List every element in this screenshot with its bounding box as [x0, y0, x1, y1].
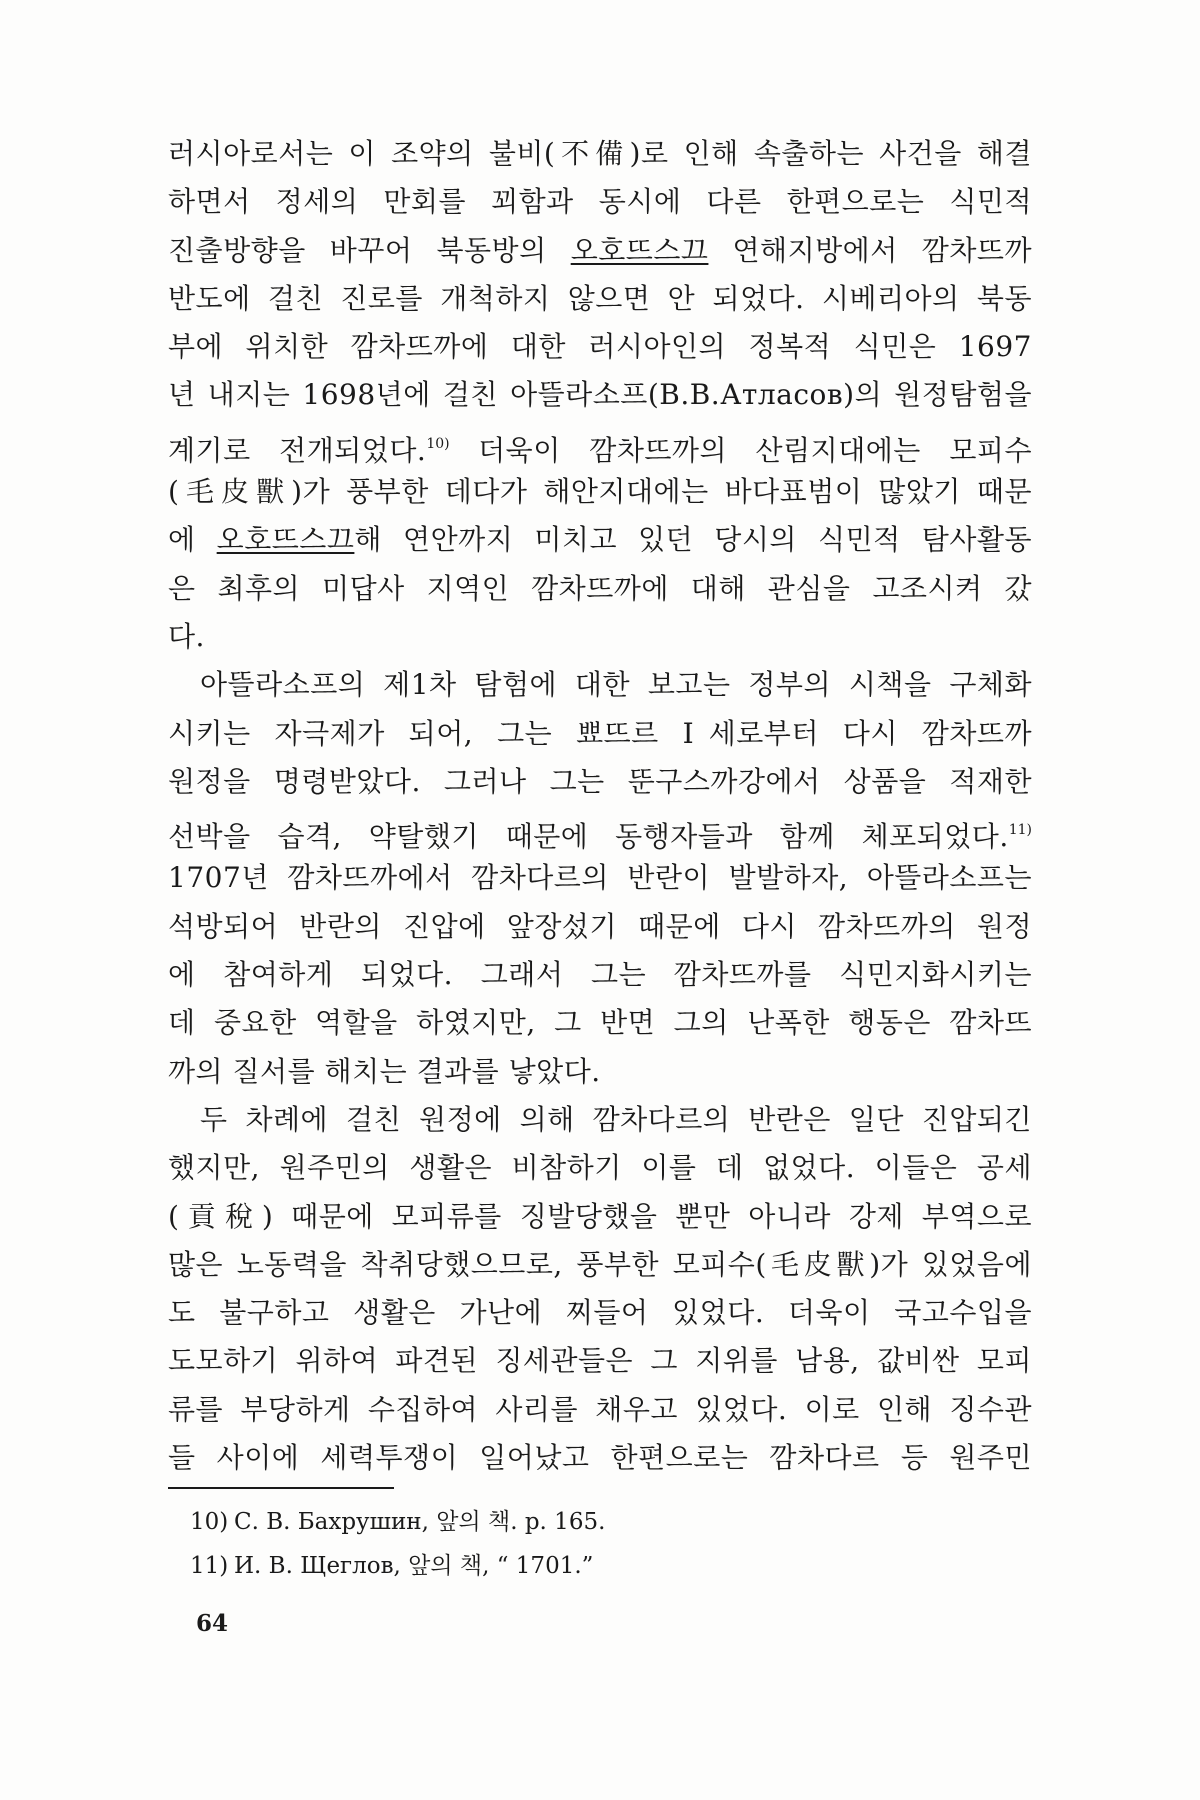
text-line: 하면서 정세의 만회를 꾀함과 동시에 다른 한편으로는 식민적: [168, 185, 1032, 219]
text-line: 까의 질서를 해치는 결과를 낳았다.: [168, 1054, 601, 1088]
text-line: 들 사이에 세력투쟁이 일어났고 한편으로는 깜차다르 등 원주민: [168, 1441, 1032, 1475]
text-line: 두 차례에 걸친 원정에 의해 깜차다르의 반란은 일단 진압되긴: [200, 1102, 1032, 1136]
footnote-number: 10): [190, 1509, 229, 1535]
text-line: 시키는 자극제가 되어, 그는 뾰뜨르 Ⅰ세로부터 다시 깜차뜨까: [168, 716, 1032, 750]
text-line: 러시아로서는 이 조약의 불비(不備)로 인해 속출하는 사건을 해결: [168, 137, 1032, 170]
text-line: 원정을 명령받았다. 그러나 그는 뚠구스까강에서 상품을 적재한: [168, 764, 1032, 798]
text-line: 했지만, 원주민의 생활은 비참하기 이를 데 없었다. 이들은 공세: [168, 1151, 1032, 1185]
text-line: 도모하기 위하여 파견된 징세관들은 그 지위를 남용, 값비싼 모피: [168, 1344, 1032, 1378]
body-text: [168, 130, 1032, 1482]
footnote-number: 11): [190, 1553, 229, 1579]
text-line: (貢稅) 때문에 모피류를 징발당했을 뿐만 아니라 강제 부역으로: [168, 1199, 1032, 1233]
text-line: 부에 위치한 깜차뜨까에 대한 러시아인의 정복적 식민은 1697: [168, 330, 1032, 364]
text-line: 많은 노동력을 착취당했으므로, 풍부한 모피수(毛皮獸)가 있었음에: [168, 1247, 1032, 1281]
text-line: 에 참여하게 되었다. 그래서 그는 깜차뜨까를 식민지화시키는: [168, 958, 1032, 992]
text-line: 도 불구하고 생활은 가난에 찌들어 있었다. 더욱이 국고수입을: [168, 1296, 1032, 1330]
footnote-reference: 11): [1008, 822, 1032, 839]
text-line: 1707년 깜차뜨까에서 깜차다르의 반란이 발발하자, 아뜰라소프는: [168, 861, 1032, 895]
footnotes: [190, 1500, 990, 1588]
text-line: 계기로 전개되었다.$^{10)}$ 더욱이 깜차뜨까의 산림지대에는 모피수: [168, 433, 1033, 467]
page-number: 64: [196, 1610, 229, 1637]
text-line: 다.: [168, 619, 205, 653]
text-line: 년 내지는 1698년에 걸친 아뜰라소프(B.B.Атласов)의 원정탐험을: [168, 378, 1032, 412]
underlined-place-name: 오호뜨스끄: [570, 233, 709, 267]
text-line: 선박을 습격, 약탈했기 때문에 동행자들과 함께 체포되었다.$^{11)}$: [168, 820, 1032, 854]
footnote-reference: 10): [426, 435, 450, 452]
underlined-place-name: 오호뜨스끄: [216, 523, 355, 557]
text-line: 데 중요한 역할을 하였지만, 그 반면 그의 난폭한 행동은 깜차뜨: [168, 1006, 1032, 1040]
text-line: 석방되어 반란의 진압에 앞장섰기 때문에 다시 깜차뜨까의 원정: [168, 909, 1032, 943]
text-line: 류를 부당하게 수집하여 사리를 채우고 있었다. 이로 인해 징수관: [168, 1392, 1032, 1426]
text-line: 반도에 걸친 진로를 개척하지 않으면 안 되었다. 시베리아의 북동: [168, 281, 1032, 315]
text-line: 아뜰라소프의 제1차 탐험에 대한 보고는 정부의 시책을 구체화: [200, 668, 1032, 702]
footnote-text: И. В. Щеглов, 앞의 책, “ 1701.”: [234, 1553, 594, 1579]
text-line: (毛皮獸)가 풍부한 데다가 해안지대에는 바다표범이 많았기 때문: [168, 475, 1032, 509]
text-line: 은 최후의 미답사 지역인 깜차뜨까에 대해 관심을 고조시켜 갔: [168, 571, 1032, 605]
footnote: [190, 1500, 990, 1544]
footnote-divider: [168, 1487, 394, 1489]
text-line: 진출방향을 바꾸어 북동방의 오호뜨스끄 연해지방에서 깜차뜨까: [168, 233, 1032, 267]
footnote: [190, 1544, 990, 1588]
text-line: 에 오호뜨스끄해 연안까지 미치고 있던 당시의 식민적 탐사활동: [168, 523, 1032, 557]
footnote-text: С. В. Бахрушин, 앞의 책. p. 165.: [234, 1509, 606, 1535]
